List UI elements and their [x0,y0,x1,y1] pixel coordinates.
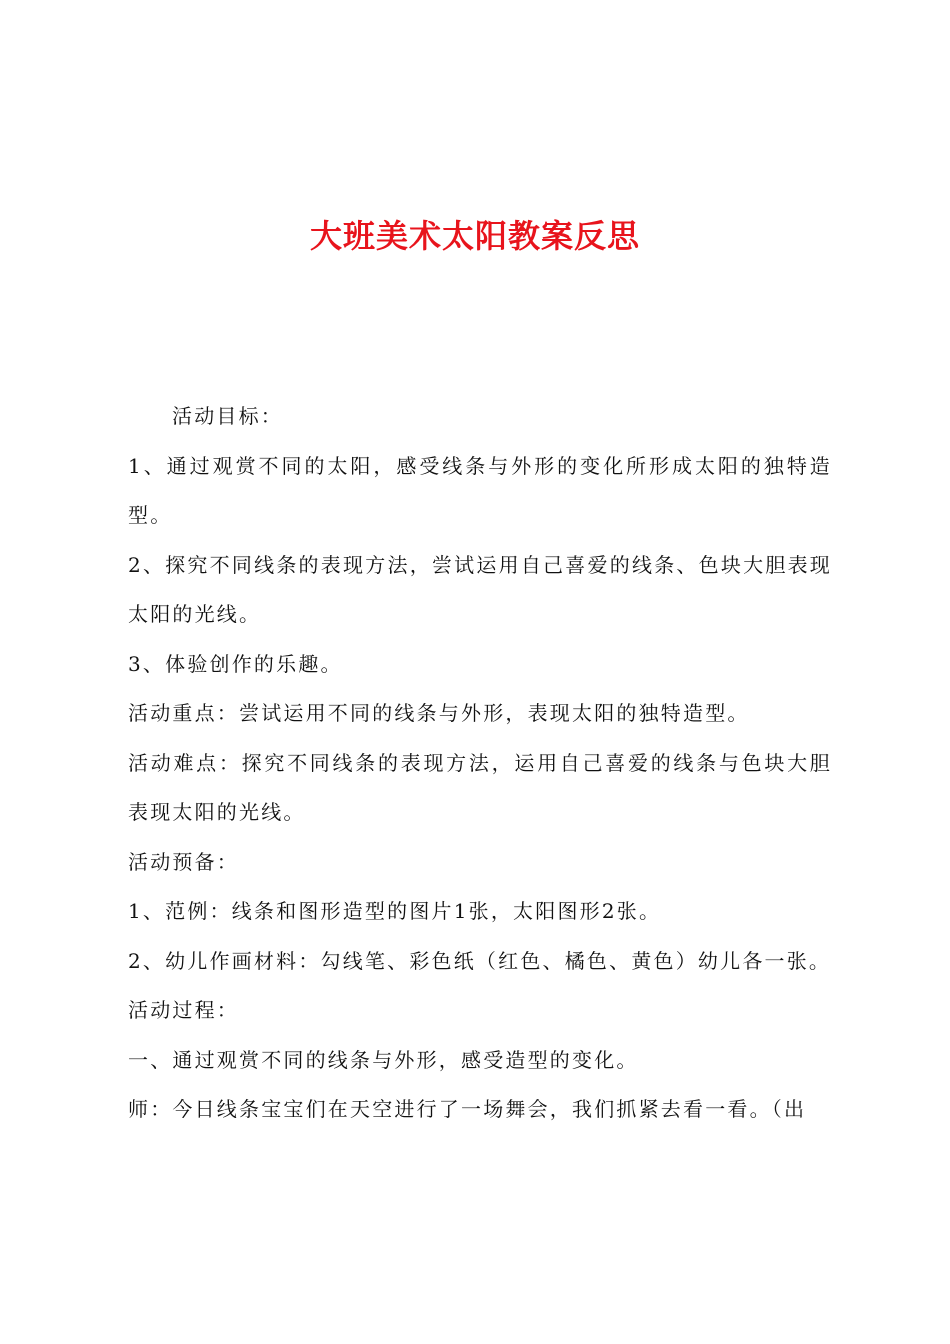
paragraph-preparation-2: 2、幼儿作画材料：勾线笔、彩色纸（红色、橘色、黄色）幼儿各一张。 [128,948,832,973]
document-title: 大班美术太阳教案反思 [309,217,640,255]
paragraph-process-heading: 活动过程： [128,998,239,1022]
paragraph-teacher-line: 师：今日线条宝宝们在天空进行了一场舞会，我们抓紧去看一看。（出 [128,1097,807,1121]
paragraph-preparation-1: 1、范例：线条和图形造型的图片1张，太阳图形2张。 [128,899,662,923]
paragraph-preparation-heading: 活动预备： [128,849,239,874]
paragraph-goal-3: 3、体验创作的乐趣。 [128,651,343,676]
paragraph-goal-1: 1、通过观赏不同的太阳，感受线条与外形的变化所形成太阳的独特造型。 [128,453,832,527]
document-body [128,392,832,1135]
paragraph-goal-2: 2、探究不同线条的表现方法，尝试运用自己喜爱的线条、色块大胆表现太阳的光线。 [128,552,832,626]
paragraph-process-step-1: 一、通过观赏不同的线条与外形，感受造型的变化。 [128,1047,639,1072]
paragraph-difficulty: 活动难点：探究不同线条的表现方法，运用自己喜爱的线条与色块大胆表现太阳的光线。 [128,750,832,824]
paragraph-key-point: 活动重点：尝试运用不同的线条与外形，表现太阳的独特造型。 [128,701,750,725]
paragraph-activity-goals-heading: 活动目标： [172,404,283,428]
